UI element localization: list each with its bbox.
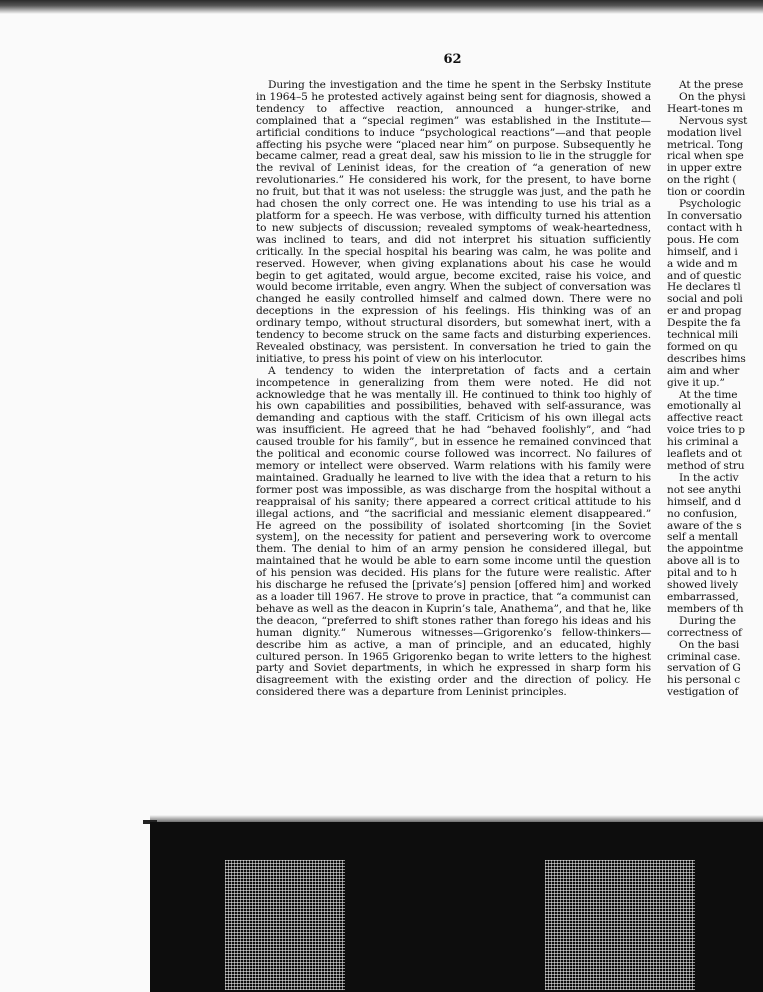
text-line: tion or coordin [667,186,745,199]
text-line: vestigation of [667,686,739,699]
text-line: his criminal a [667,436,739,449]
text-line: give it up.” [667,376,725,389]
paragraph: A tendency to widen the interpretation of facts and a certain incompetence in generalizing from them were noted. He did not acknowledge that he was mentally ill. He continued to think too highly of his own capabilities and possibilities, behaved with self-assurance, was demanding and captious with the staff. Criticism of his own illegal acts was insufficient. He agreed that he had “behaved foolishly”, and “had caused trouble for his family”, but in essence he remained convinced that the political and economic course followed was incorrect. No failures of memory or intellect were observed. Warm relations with his family were maintained. Gradually he learned to live with the idea that a return to his former post was impossible, as was discharge from the hospital without a reappraisal of his sanity; there appeared a correct critical attitude to his illegal actions, and “the sacrificial and messianic element disappeared.” He agreed on the possibility of isolated shortcoming [in the Soviet system], on the necessity for patient and persevering work to overcome them. The denial to him of an army pension he considered illegal, but maintained that he would be able to earn some income until the question of his pension was decided. His plans for the future were realistic. After his discharge he refused the [private’s] pension [offered him] and worked as a loader till 1967. He strove to prove in practice, that “a communist can behave as well as the deacon in Kuprin’s tale, Anathema”, and that he, like the deacon, “preferred to shift stones rather than forego his ideas and his human dignity.” Numerous witnesses—Grigorenko’s fellow-thinkers—describe him as active, a man of principle, and an educated, highly cultured person. In 1965 Grigorenko began to write letters to the highest party and Soviet departments, in which he expressed in sharp form his disagreement with the existing order and the direction of policy. He considered there was a departure from Leninist principles. [256,364,651,699]
scan-top-edge [0,0,763,14]
paragraph: During the investigation and the time he spent in the Serbsky Institute in 1964–5 he protested actively against being sent for diagnosis, showed a tendency to affective reaction, announced a hunger-strike, and complained that a “special regimen” was established in the Institute—artificial conditions to induce “psychological reactions”—and that people affecting his psyche were “placed near him” on purpose. Subsequently he became calmer, read a great deal, saw his mission to lie in the struggle for the revival of Leninist ideas, for the creation of “a generation of new revolutionaries.” He considered his work, for the present, to have borne no fruit, but that it was not useless: the struggle was just, and the path he had chosen the only correct one. He was intending to use his trial as a platform for a speech. He was verbose, with difficulty turned his attention to new subjects of discussion; revealed symptoms of weak-heartedness, was inclined to tears, and did not interpret his situation sufficiently critically. In the special hospital his bearing was calm, he was polite and reserved. However, when giving explanations about his case he would begin to get agitated, would argue, become excited, raise his voice, and would become irritable, even angry. When the subject of conversation was changed he easily controlled himself and calmed down. There were no deceptions in the expression of his feelings. His thinking was of an ordinary tempo, without structural disorders, but somewhat inert, with a tendency to become struck on the same facts and disturbing experiences. Revealed obstinacy, was persistent. In conversation he tried to gain the initiative, to press his point of view on his interlocutor. [256,79,651,365]
scan-noise [225,860,345,990]
text-line: on the right ( [667,174,737,187]
text-line: er and propag [667,305,742,318]
text-line: showed lively [667,579,738,592]
text-line: social and poli [667,293,743,306]
text-line: Despite the fa [667,317,741,330]
text-line: members of th [667,602,744,615]
text-line: embarrassed, [667,590,739,603]
text-line: and of questic [667,269,742,282]
text-line: pous. He com [667,233,739,246]
text-line: contact with h [667,221,743,234]
text-line: in upper extre [667,162,742,175]
text-line: not see anythi [667,483,742,496]
right-text-column-cropped [667,80,763,699]
text-line: voice tries to p [667,424,745,437]
text-line: rical when spe [667,150,744,163]
text-line: a wide and m [667,257,738,270]
text-line: aware of the s [667,519,742,532]
text-line: During the [679,614,736,627]
text-line: pital and to h [667,567,737,580]
text-line: metrical. Tong [667,138,743,151]
text-line: Psychologic [679,198,741,211]
text-line: emotionally al [667,400,742,413]
text-line: On the basi [679,638,740,651]
text-line: leaflets and ot [667,448,742,461]
text-line: In conversatio [667,209,742,222]
text-line: himself, and d [667,495,742,508]
text-line: servation of G [667,662,741,675]
text-line: describes hims [667,352,746,365]
text-line: self a mentall [667,531,738,544]
text-line: modation livel [667,126,742,139]
text-line: method of stru [667,460,745,472]
text-line: the appointme [667,543,744,556]
text-line: At the prese [679,79,744,91]
text-line: his personal c [667,674,741,687]
text-line: In the activ [679,471,739,484]
text-line: At the time [679,388,738,401]
text-line: He declares tl [667,281,741,294]
scan-noise [545,860,695,990]
text-line: above all is to [667,555,740,568]
text-line: On the physi [679,90,746,103]
page-number: 62 [443,52,462,67]
text-line: himself, and i [667,245,738,258]
text-line: affective react [667,412,743,425]
text-line: technical mili [667,329,739,342]
left-text-column [256,80,651,699]
text-line: formed on qu [667,340,738,353]
text-line: no confusion, [667,507,738,520]
text-line: Heart-tones m [667,102,743,115]
text-line: Nervous syst [679,114,748,127]
text-line: aim and wher [667,364,740,377]
text-line: criminal case. [667,650,741,663]
text-line: correctness of [667,626,742,639]
